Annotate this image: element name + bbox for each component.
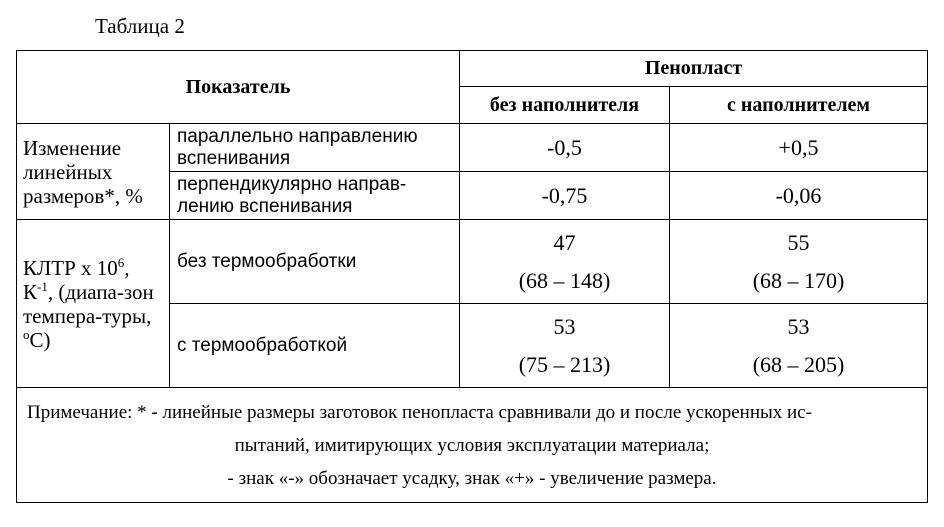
note-line-1: Примечание: * - линейные размеры заготовок пенопласта сравнивали до и после ускоренных ис- — [27, 401, 812, 423]
note-line-2: пытаний, имитирующих условия эксплуатации материала; — [234, 434, 710, 456]
note-line-3: - знак «-» обозначает усадку, знак «+» - увеличение размера. — [227, 467, 717, 489]
kltr-label-c: К — [23, 279, 38, 304]
kltr-exp: 6 — [117, 254, 125, 270]
value-heat-without — [460, 304, 670, 388]
value-range: (68 – 170) — [752, 267, 845, 293]
row-label-heat: с термообработкой — [170, 304, 460, 388]
kltr-label-a: КЛТР х 10 — [23, 255, 118, 280]
value-range: (68 – 148) — [518, 267, 611, 293]
value-main: 53 — [787, 313, 810, 339]
properties-table — [16, 50, 928, 503]
kltr-label-d: , (диапа-зон темпера-туры, — [23, 279, 154, 328]
header-foam: Пенопласт — [460, 51, 928, 87]
value-perpendicular-with: -0,06 — [670, 172, 928, 220]
group-kltr — [17, 220, 170, 388]
value-no-heat-with — [670, 220, 928, 304]
table-caption: Таблица 2 — [95, 14, 185, 38]
header-with-filler: с наполнителем — [670, 87, 928, 124]
value-main: 55 — [787, 229, 810, 255]
value-perpendicular-without: -0,75 — [460, 172, 670, 220]
value-main: 53 — [553, 313, 576, 339]
kltr-label-e: С) — [29, 327, 51, 352]
value-no-heat-without — [460, 220, 670, 304]
row-label-parallel: параллельно направлению вспенивания — [170, 124, 460, 172]
row-label-no-heat: без термообработки — [170, 220, 460, 304]
value-range: (75 – 213) — [518, 351, 611, 377]
kltr-label-b: , — [124, 255, 130, 280]
kltr-degree: o — [23, 326, 30, 342]
row-label-perpendicular: перпендикулярно направ-лению вспенивания — [170, 172, 460, 220]
value-main: 47 — [553, 229, 576, 255]
value-heat-with — [670, 304, 928, 388]
value-range: (68 – 205) — [752, 351, 845, 377]
group-linear-change: Изменение линейных размеров*, % — [17, 124, 170, 220]
table-note — [17, 388, 928, 503]
value-parallel-with: +0,5 — [670, 124, 928, 172]
header-indicator: Показатель — [17, 51, 460, 124]
header-without-filler: без наполнителя — [460, 87, 670, 124]
kltr-unit-exp: -1 — [37, 278, 48, 294]
value-parallel-without: -0,5 — [460, 124, 670, 172]
